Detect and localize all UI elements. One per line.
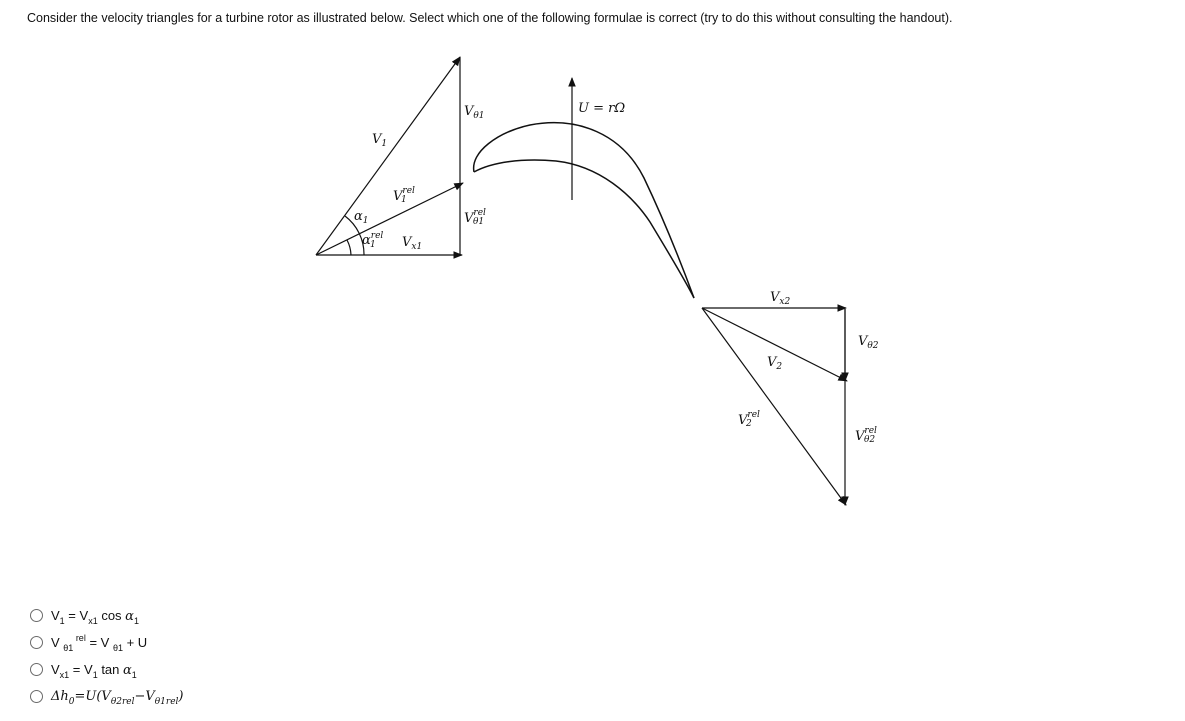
- outlet-velocity-triangle: [702, 308, 847, 505]
- option-2-label: V $_{\theta 1}$ $^{rel}$ = V $_{\theta 1}$ + U: [51, 633, 148, 653]
- question-text: Consider the velocity triangles for a turbine rotor as illustrated below. Select which one of the following formulae is correct (try to do this without consulting the handout).: [27, 11, 953, 25]
- label-vtheta1rel: $V^{rel}$ θ1: [464, 208, 486, 227]
- label-alpha1rel: $\alpha^{rel}$ 1: [362, 231, 384, 250]
- label-vtheta1: $V_{\theta 1}$: [464, 104, 485, 121]
- option-1-label: $V_1 = V_{x1}$ $\cos \alpha_1$: [51, 607, 139, 626]
- option-1[interactable]: [30, 602, 183, 629]
- option-2-radio[interactable]: [30, 636, 43, 649]
- v2-vector: [702, 308, 847, 381]
- label-vx1: $V_{x1}$: [402, 235, 423, 252]
- v1-vector: [316, 57, 460, 255]
- label-v1rel: $V^{rel}$ 1: [393, 186, 415, 205]
- option-4-label: $\Delta h_0=U(V_{\theta 2rel}-V_{\theta 1rel})$: [51, 689, 184, 707]
- label-vx2: $V_{x2}$: [770, 290, 791, 307]
- inlet-velocity-triangle: [316, 57, 463, 255]
- option-2[interactable]: [30, 629, 183, 656]
- label-vtheta2rel: $V^{rel}$ θ2: [855, 426, 877, 445]
- label-v2rel: $V^{rel}$ 2: [738, 410, 760, 429]
- answer-options: [30, 602, 183, 710]
- label-v1: $V_1$: [372, 132, 388, 149]
- label-v2: $V_2$: [767, 355, 783, 372]
- label-alpha1: $\alpha_1$: [354, 209, 369, 226]
- option-4-radio[interactable]: [30, 690, 43, 703]
- v2rel-vector: [702, 308, 846, 505]
- v1rel-vector: [316, 183, 463, 255]
- option-3-label: $V_{x1} = V_1$ $\tan \alpha_1$: [51, 661, 137, 680]
- option-4[interactable]: [30, 683, 183, 710]
- alpha1rel-arc: [347, 240, 351, 255]
- label-vtheta2: $V_{\theta 2}$: [858, 334, 879, 351]
- label-u: U = rΩ: [578, 101, 626, 116]
- turbine-blade-profile: [474, 123, 694, 298]
- option-3[interactable]: [30, 656, 183, 683]
- option-3-radio[interactable]: [30, 663, 43, 676]
- option-1-radio[interactable]: [30, 609, 43, 622]
